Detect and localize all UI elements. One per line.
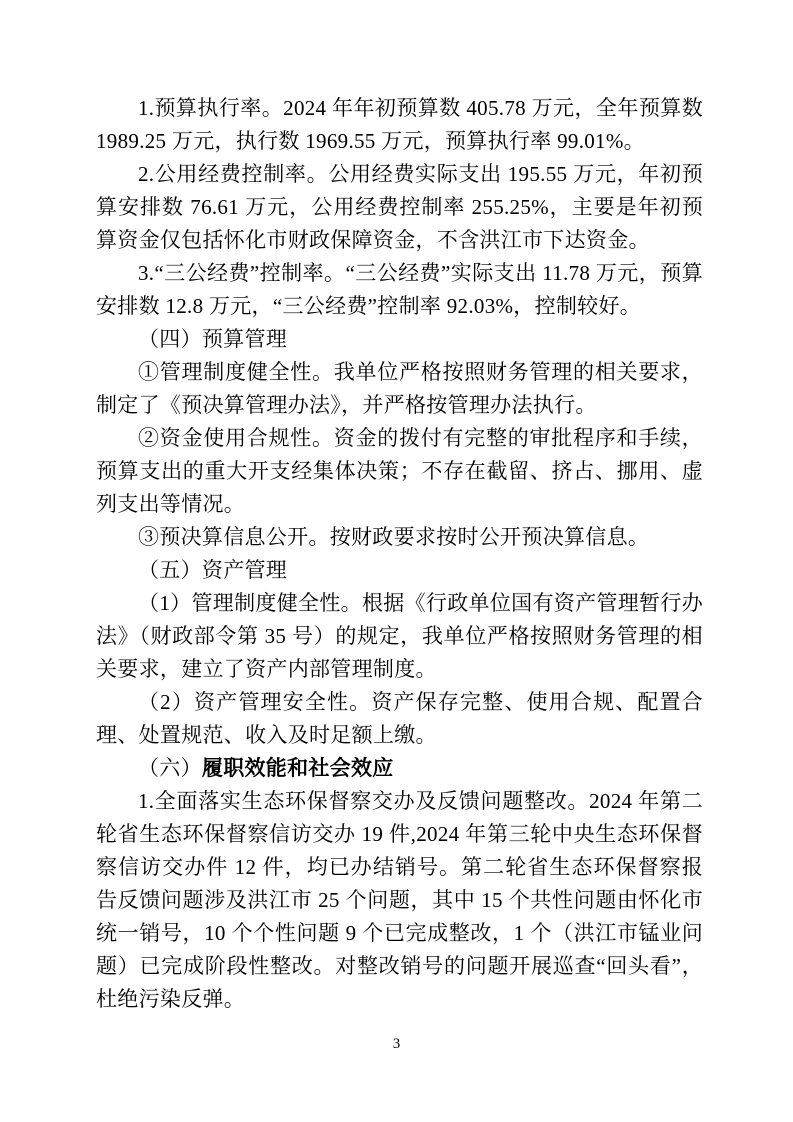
page-number: 3: [392, 1036, 401, 1052]
para-management-system-soundness: ①管理制度健全性。我单位严格按照财务管理的相关要求，制定了《预决算管理办法》，并严格按管理办法执行。: [96, 360, 703, 417]
para-asset-system-soundness: （1）管理制度健全性。根据《行政单位国有资产管理暂行办法》（财政部令第 35 号）的规定，我单位严格按照财务管理的相关要求，建立了资产内部管理制度。: [96, 591, 703, 681]
para-three-public-expense-control-rate: 3.“三公经费”控制率。“三公经费”实际支出 11.78 万元，预算安排数 12.8 万元，“三公经费”控制率 92.03%，控制较好。: [96, 261, 703, 318]
para-asset-management-safety: （2）资产管理安全性。资产保存完整、使用合规、配置合理、处置规范、收入及时足额上缴。: [96, 690, 703, 747]
heading-prefix: （六）: [138, 756, 202, 780]
para-budget-info-disclosure: ③预决算信息公开。按财政要求按时公开预决算信息。: [138, 525, 650, 549]
heading-asset-management: （五）资产管理: [138, 558, 288, 582]
para-budget-execution-rate: 1.预算执行率。2024 年年初预算数 405.78 万元，全年预算数 1989.25 万元，执行数 1969.55 万元，预算执行率 99.01%。: [96, 96, 703, 153]
heading-performance-social-effect: [96, 752, 703, 785]
heading-budget-management: （四）预算管理: [138, 327, 288, 351]
para-public-expense-control-rate: 2.公用经费控制率。公用经费实际支出 195.55 万元，年初预算安排数 76.61 万元，公用经费控制率 255.25%，主要是年初预算资金仅包括怀化市财政保障资金，不含洪江市下达资金。: [96, 162, 703, 252]
document-body: [96, 92, 703, 1016]
heading-title: 履职效能和社会效应: [201, 757, 394, 780]
para-eco-inspection-rectification: 1.全面落实生态环保督察交办及反馈问题整改。2024 年第二轮省生态环保督察信访交办 19 件,2024 年第三轮中央生态环保督察信访交办件 12 件，均已办结销号。第二轮省生态环保督察报告反馈问题涉及洪江市 25 个问题，其中 15 个共性问题由怀化市统一销号，10 个个性问题 9 个已完成整改，1 个（洪江市锰业问题）已完成阶段性整改。对整改销号的问题开展巡查“回头看”，杜绝污染反弹。: [96, 789, 703, 1011]
para-fund-use-compliance: ②资金使用合规性。资金的拨付有完整的审批程序和手续，预算支出的重大开支经集体决策；不存在截留、挤占、挪用、虚列支出等情况。: [96, 426, 703, 516]
